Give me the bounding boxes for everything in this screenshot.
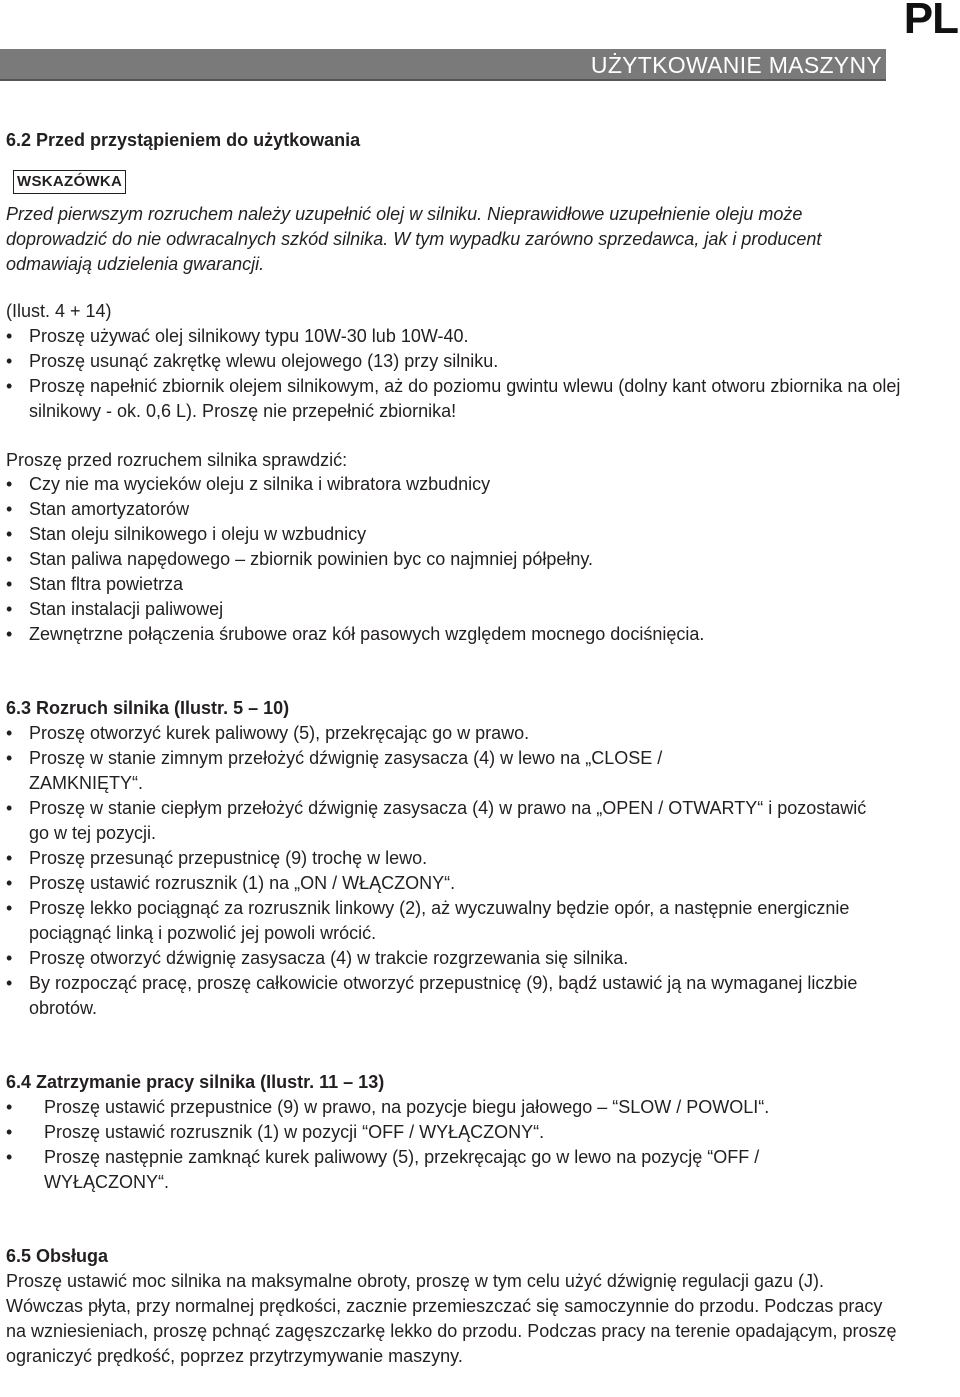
list-item: • Stan fltra powietrza: [6, 572, 906, 597]
list-item: • Proszę przesunąć przepustnicę (9) trochę w lewo.: [6, 846, 886, 871]
list-item: • Proszę następnie zamknąć kurek paliwowy (5), przekręcając go w lewo na pozycję “OFF / WYŁĄCZONY“.: [6, 1145, 886, 1195]
heading-6-3: 6.3 Rozruch silnika (Ilustr. 5 – 10): [6, 698, 290, 718]
list-item: • Proszę usunąć zakrętkę wlewu olejowego (13) przy silniku.: [6, 349, 906, 374]
list-item: • Proszę napełnić zbiornik olejem silnikowym, aż do poziomu gwintu wlewu (dolny kant otworu zbiornika na olej silnikowy - ok. 0,6 L). Proszę nie przepełnić zbiornika!: [6, 374, 906, 424]
list-item: • Proszę w stanie ciepłym przełożyć dźwignię zasysacza (4) w prawo na „OPEN / OTWARTY“ i pozostawić go w tej pozycji.: [6, 796, 886, 846]
section-header-bar: [0, 49, 886, 81]
list-item: • Stan amortyzatorów: [6, 497, 906, 522]
list-item: • Zewnętrzne połączenia śrubowe oraz kół pasowych względem mocnego dociśnięcia.: [6, 622, 906, 647]
language-code: PL: [903, 0, 958, 43]
heading-6-4: 6.4 Zatrzymanie pracy silnika (Ilustr. 11 – 13): [6, 1072, 385, 1092]
list-item: • Proszę w stanie zimnym przełożyć dźwignię zasysacza (4) w lewo na „CLOSE / ZAMKNIĘTY“.: [6, 746, 886, 796]
list-item: • Czy nie ma wycieków oleju z silnika i wibratora wzbudnicy: [6, 472, 906, 497]
heading-6-2: 6.2 Przed przystąpieniem do użytkowania: [6, 130, 361, 150]
section-title: UŻYTKOWANIE MASZYNY: [590, 52, 882, 78]
list-item: • By rozpocząć pracę, proszę całkowicie otworzyć przepustnicę (9), bądź ustawić ją na wymaganej liczbie obrotów.: [6, 971, 886, 1021]
list-item: • Proszę lekko pociągnąć za rozrusznik linkowy (2), aż wyczuwalny będzie opór, a następnie energicznie pociągnąć linką i pozwolić jej powoli wrócić.: [6, 896, 886, 946]
heading-6-5: 6.5 Obsługa: [6, 1246, 109, 1266]
operation-text: Proszę ustawić moc silnika na maksymalne obroty, proszę w tym celu użyć dźwignię regulacji gazu (J). Wówczas płyta, przy normalnej prędkości, zacznie przemieszczać się samoczynnie do przodu. Podczas pracy na wzniesieniach, proszę pchnąć zagęszczarkę lekko do przodu. Podczas pracy na terenie opadającym, proszę ograniczyć prędkość, poprzez przytrzymywanie maszyny.: [6, 1271, 897, 1366]
check-intro: Proszę przed rozruchem silnika sprawdzić:: [6, 450, 348, 470]
list-item: • Proszę ustawić przepustnice (9) w prawo, na pozycje biegu jałowego – “SLOW / POWOLI“.: [6, 1095, 886, 1120]
list-item: • Proszę otworzyć dźwignię zasysacza (4) w trakcie rozgrzewania się silnika.: [6, 946, 886, 971]
notice-text: Przed pierwszym rozruchem należy uzupełnić olej w silniku. Nieprawidłowe uzupełnienie oleju może doprowadzić do nie odwracalnych szkód silnika. W tym wypadku zarówno sprzedawca, jak i producent odmawiają udzielenia gwarancji.: [6, 204, 822, 274]
list-item: • Stan oleju silnikowego i oleju w wzbudnicy: [6, 522, 906, 547]
start-steps-list: [6, 721, 886, 1021]
list-item: • Stan paliwa napędowego – zbiornik powinien byc co najmniej półpełny.: [6, 547, 906, 572]
check-list: [6, 472, 906, 647]
stop-steps-list: [6, 1095, 886, 1195]
oil-bullet-list: [6, 324, 906, 424]
list-item: • Proszę ustawić rozrusznik (1) na „ON / WŁĄCZONY“.: [6, 871, 886, 896]
list-item: • Proszę używać olej silnikowy typu 10W-30 lub 10W-40.: [6, 324, 906, 349]
notice-label: WSKAZÓWKA: [13, 170, 126, 194]
list-item: • Stan instalacji paliwowej: [6, 597, 906, 622]
list-item: • Proszę ustawić rozrusznik (1) w pozycji “OFF / WYŁĄCZONY“.: [6, 1120, 886, 1145]
list-item: • Proszę otworzyć kurek paliwowy (5), przekręcając go w prawo.: [6, 721, 886, 746]
illustration-reference: (Ilust. 4 + 14): [6, 301, 112, 321]
